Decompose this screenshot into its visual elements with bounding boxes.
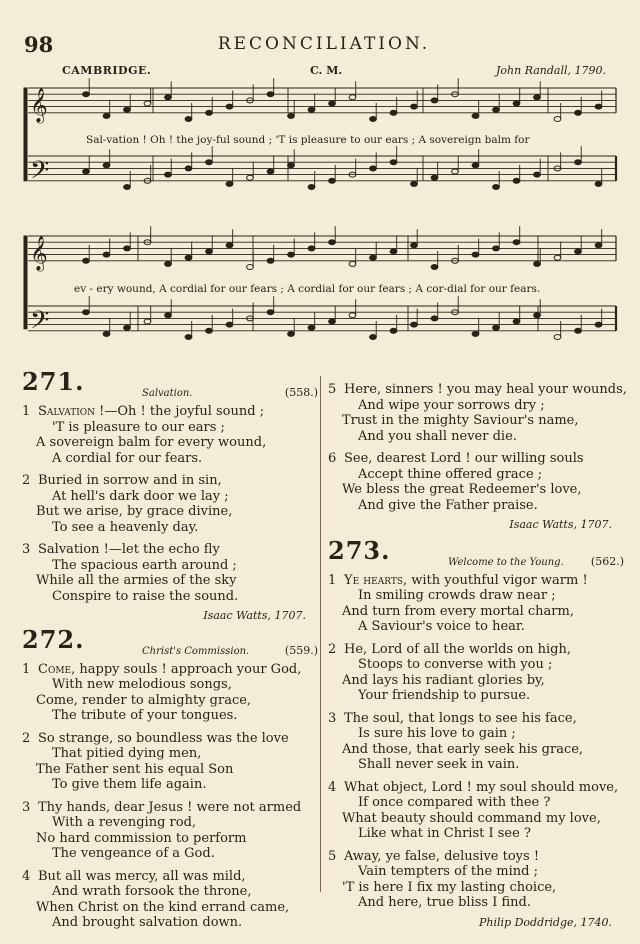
stanza-number: 1 bbox=[328, 572, 337, 588]
stanza bbox=[328, 780, 626, 842]
stanza-line-text: Away, ye false, delusive toys ! bbox=[344, 848, 540, 864]
svg-text:𝄞: 𝄞 bbox=[30, 87, 48, 123]
stanza-lead-word: Ye hearts bbox=[344, 572, 403, 588]
tune-name: CAMBRIDGE. bbox=[62, 64, 152, 77]
stanza-number: 2 bbox=[22, 730, 31, 746]
stanza-line-text: Thy hands, dear Jesus ! were not armed bbox=[38, 799, 302, 815]
stanza bbox=[22, 800, 320, 862]
stanza-number: 2 bbox=[328, 641, 337, 657]
stanza-line: To give them life again. bbox=[52, 777, 207, 792]
stanza bbox=[328, 642, 626, 704]
stanza-line: And you shall never die. bbox=[358, 428, 517, 444]
stanza-line-text: Here, sinners ! you may heal your wounds, bbox=[344, 382, 627, 397]
stanza-first-line bbox=[328, 451, 626, 467]
hymn-number: 273. bbox=[328, 535, 391, 565]
stanza-line: A sovereign balm for every wound, bbox=[36, 435, 267, 450]
stanza-line: And give the Father praise. bbox=[358, 497, 538, 513]
stanza-first-line bbox=[22, 800, 320, 816]
page-header bbox=[24, 32, 624, 56]
stanza-line-text: Salvation !—let the echo fly bbox=[38, 542, 220, 557]
stanza-first-line bbox=[328, 711, 626, 727]
hymn-author: Isaac Watts, 1707. bbox=[509, 518, 612, 531]
stanza-line: A Saviour's voice to hear. bbox=[358, 619, 525, 634]
lyrics-line-1: Sal-vation ! Oh ! the joy-ful sound ; 'T is pleasure to our ears ; A sovereign balm for bbox=[86, 134, 530, 146]
svg-text:𝄢: 𝄢 bbox=[30, 305, 50, 341]
hymn-heading bbox=[22, 367, 320, 404]
stanza-line: At hell's dark door we lay ; bbox=[52, 488, 229, 504]
stanza-line: And wrath forsook the throne, bbox=[52, 884, 252, 899]
hymn-heading bbox=[22, 624, 320, 662]
hymn-273 bbox=[328, 535, 626, 931]
svg-text:𝄢: 𝄢 bbox=[30, 155, 50, 191]
stanza bbox=[328, 573, 626, 635]
stanza-line: While all the armies of the sky bbox=[36, 573, 237, 588]
stanza-line: Like what in Christ I see ? bbox=[358, 826, 531, 841]
hymn-reference: (559.) bbox=[284, 643, 318, 657]
stanza-line: And brought salvation down. bbox=[52, 915, 243, 930]
right-column bbox=[328, 382, 626, 936]
stanza-line: That pitied dying men, bbox=[52, 746, 202, 761]
hymn-reference: (558.) bbox=[284, 386, 318, 399]
stanza bbox=[328, 382, 626, 444]
stanza bbox=[22, 662, 320, 724]
stanza-line: With new melodious songs, bbox=[52, 677, 232, 692]
stanza-line: Is sure his love to gain ; bbox=[358, 726, 516, 741]
svg-text:𝄞: 𝄞 bbox=[30, 235, 48, 271]
stanza-first-line bbox=[22, 473, 320, 489]
stanza-first-line bbox=[328, 849, 626, 865]
stanza-line-text: The soul, that longs to see his face, bbox=[344, 710, 577, 726]
stanza-first-line bbox=[22, 404, 320, 420]
stanza-number: 3 bbox=[328, 710, 337, 726]
stanza-number: 4 bbox=[328, 779, 337, 795]
stanza-line: 'T is here I fix my lasting choice, bbox=[342, 879, 557, 895]
stanza-number: 5 bbox=[328, 382, 337, 397]
stanza-line: The tribute of your tongues. bbox=[52, 708, 238, 723]
stanza-line-text: , happy souls ! approach your God, bbox=[71, 661, 302, 677]
stanza-line: Accept thine offered grace ; bbox=[358, 466, 543, 482]
lyrics-line-2: ev - ery wound, A cordial for our fears ; A cordial for our fears ; A cor-dial for our fears. bbox=[74, 283, 541, 295]
stanza-line-text: Buried in sorrow and in sin, bbox=[38, 473, 222, 488]
hymn-reference: (562.) bbox=[590, 554, 624, 568]
stanza-line: And those, that early seek his grace, bbox=[342, 741, 584, 757]
hymn-subject: Christ's Commission. bbox=[142, 645, 250, 657]
stanza-line: And wipe your sorrows dry ; bbox=[358, 397, 545, 413]
stanza-line-text: , with youthful vigor warm ! bbox=[403, 572, 588, 588]
left-column bbox=[22, 367, 320, 938]
stanza-line: But we arise, by grace divine, bbox=[36, 504, 233, 519]
stanza-line: No hard commission to perform bbox=[36, 830, 247, 846]
stanza-first-line bbox=[22, 731, 320, 747]
stanza-line: And lays his radiant glories by, bbox=[342, 672, 545, 688]
stanza-first-line bbox=[328, 382, 626, 398]
stanza-lead-word: Salvation bbox=[38, 404, 96, 419]
stanza-line: Stoops to converse with you ; bbox=[358, 657, 553, 672]
stanza-number: 5 bbox=[328, 848, 337, 864]
stanza-number: 1 bbox=[22, 404, 31, 419]
page-number: 98 bbox=[24, 32, 54, 57]
stanza-line: If once compared with thee ? bbox=[358, 795, 551, 810]
stanza bbox=[22, 869, 320, 931]
stanza bbox=[328, 451, 626, 513]
stanza-number: 6 bbox=[328, 451, 337, 466]
stanza bbox=[328, 849, 626, 911]
stanza-number: 3 bbox=[22, 799, 31, 815]
stanza-first-line bbox=[22, 542, 320, 558]
stanza-line-text: See, dearest Lord ! our willing souls bbox=[344, 451, 584, 466]
stanza-line: Come, render to almighty grace, bbox=[36, 692, 252, 708]
hymn-number: 271. bbox=[22, 367, 85, 396]
hymn-author: Philip Doddridge, 1740. bbox=[479, 915, 612, 929]
hymn-author: Isaac Watts, 1707. bbox=[203, 609, 306, 622]
stanza-line-text: But all was mercy, all was mild, bbox=[38, 868, 246, 884]
stanza-first-line bbox=[328, 573, 626, 589]
stanza-line: With a revenging rod, bbox=[52, 815, 197, 830]
tune-meter: C. M. bbox=[310, 64, 343, 77]
stanza-number: 2 bbox=[22, 473, 31, 488]
stanza-line-text: So strange, so boundless was the love bbox=[38, 730, 289, 746]
hymn-heading bbox=[328, 535, 626, 573]
stanza-line: To see a heavenly day. bbox=[52, 519, 199, 535]
hymn-272 bbox=[22, 624, 320, 931]
stanza-line: What beauty should command my love, bbox=[342, 810, 601, 826]
stanza-first-line bbox=[22, 869, 320, 885]
stanza-line: And turn from every mortal charm, bbox=[342, 603, 574, 619]
hymn-subject: Salvation. bbox=[142, 388, 193, 399]
stanza-line: Conspire to raise the sound. bbox=[52, 588, 239, 604]
stanza-line-text: !—Oh ! the joyful sound ; bbox=[95, 404, 265, 419]
stanza-line: We bless the great Redeemer's love, bbox=[342, 482, 582, 497]
stanza-line: The spacious earth around ; bbox=[52, 557, 237, 573]
stanza bbox=[328, 711, 626, 773]
stanza-first-line bbox=[328, 642, 626, 658]
stanza-line: Vain tempters of the mind ; bbox=[358, 864, 538, 879]
stanza-number: 1 bbox=[22, 661, 31, 677]
stanza-line: Shall never seek in vain. bbox=[358, 757, 520, 772]
stanza-line: And here, true bliss I find. bbox=[358, 895, 531, 910]
column-divider bbox=[320, 376, 321, 892]
stanza-first-line bbox=[22, 662, 320, 678]
stanza-number: 4 bbox=[22, 868, 31, 884]
running-title: RECONCILIATION. bbox=[217, 34, 431, 54]
stanza-line: Your friendship to pursue. bbox=[358, 688, 531, 703]
stanza bbox=[22, 542, 320, 604]
stanza-line: The vengeance of a God. bbox=[52, 846, 215, 861]
stanza-line-text: What object, Lord ! my soul should move, bbox=[344, 779, 619, 795]
hymn-subject: Welcome to the Young. bbox=[448, 556, 564, 568]
hymn-272-continued bbox=[328, 382, 626, 533]
stanza-line: Trust in the mighty Saviour's name, bbox=[342, 413, 579, 428]
stanza-line: In smiling crowds draw near ; bbox=[358, 588, 556, 603]
hymn-271 bbox=[22, 367, 320, 624]
music-score bbox=[18, 78, 622, 360]
stanza-line: When Christ on the kind errand came, bbox=[36, 899, 290, 915]
stanza-lead-word: Come bbox=[38, 661, 72, 677]
stanza-line: A cordial for our fears. bbox=[52, 450, 203, 466]
stanza bbox=[22, 404, 320, 466]
stanza bbox=[22, 731, 320, 793]
stanza-first-line bbox=[328, 780, 626, 796]
stanza-line: 'T is pleasure to our ears ; bbox=[52, 419, 225, 435]
tune-composer: John Randall, 1790. bbox=[496, 64, 606, 77]
stanza-line: The Father sent his equal Son bbox=[36, 761, 234, 777]
stanza-number: 3 bbox=[22, 542, 31, 557]
hymn-number: 272. bbox=[22, 624, 85, 654]
stanza bbox=[22, 473, 320, 535]
stanza-line-text: He, Lord of all the worlds on high, bbox=[344, 641, 571, 657]
